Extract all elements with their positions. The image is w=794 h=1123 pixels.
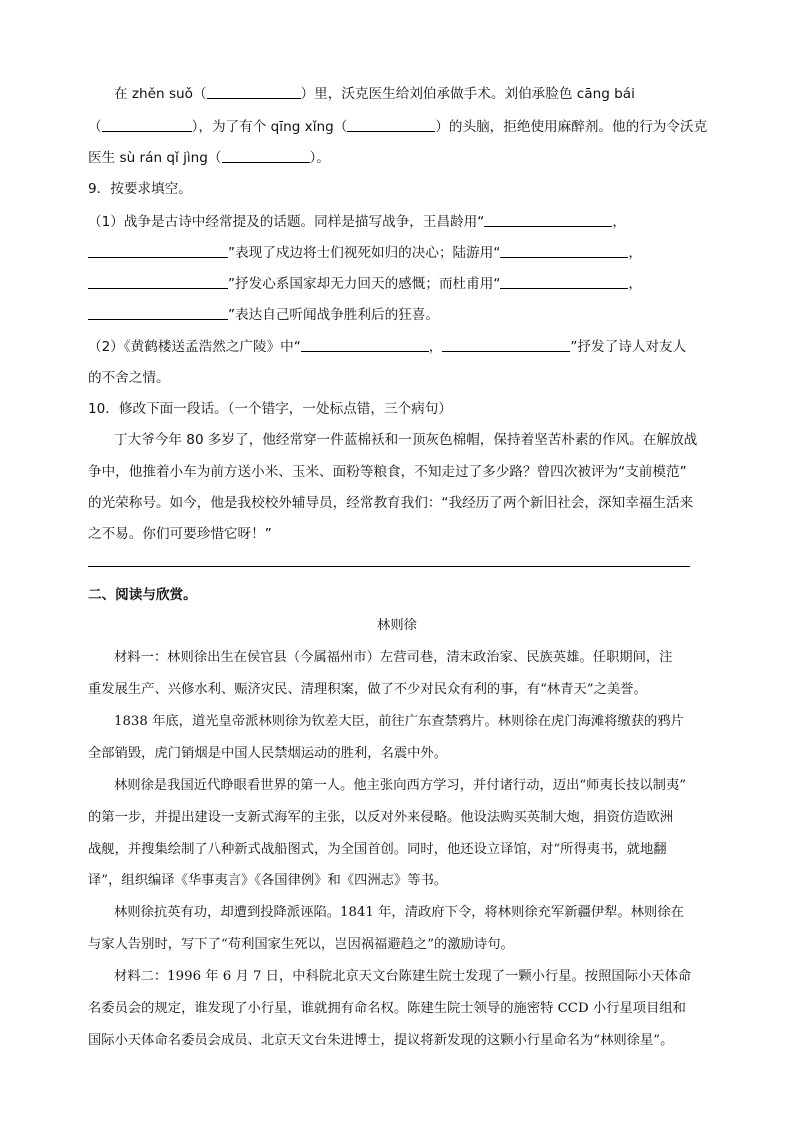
passage-line-5: 林则徐是我国近代睁眼看世界的第一人。他主张向西方学习，并付诸行动，迈出“师夷长技以制夷” <box>114 778 687 793</box>
q10-line-2: 争中，他推着小车为前方送小米、玉米、面粉等粮食，不知走过了多少路？曾四次被评为“支前模范” <box>88 464 687 480</box>
answer-blank-qingxing[interactable] <box>347 117 435 132</box>
q10-answer-line[interactable] <box>88 566 690 567</box>
q9-part1-line1: （1）战争是古诗中经常提及的话题。同样是描写战争，王昌龄用“ ， <box>88 214 626 230</box>
q9-heading: 9．按要求填空。 <box>88 181 192 197</box>
passage-line-7: 战舰，并搜集绘制了八种新式战船图式，为全国首创。同时，他还设立译馆，对“所得夷书，就地翻 <box>88 842 667 857</box>
answer-blank-dufu-2[interactable] <box>88 305 228 320</box>
answer-blank-luyou-2[interactable] <box>88 274 228 289</box>
passage-line-3: 1838 年底，道光皇帝派林则徐为钦差大臣，前往广东查禁鸦片。林则徐在虎门海滩将缴获的鸦片 <box>114 714 684 729</box>
q8-line-3: 医生 sù rán qǐ jìng（ ）。 <box>88 150 330 166</box>
answer-blank-wangchangling-1[interactable] <box>484 212 612 227</box>
q9-part1-line3: ”抒发心系国家却无力回天的感慨；而杜甫用“ ， <box>88 272 642 292</box>
q10-line-1: 丁大爷今年 80 多岁了，他经常穿一件蓝棉袄和一顶灰色棉帽，保持着坚苦朴素的作风。在解放战 <box>114 432 698 448</box>
passage-line-4: 全部销毁，虎门销烟是中国人民禁烟运动的胜利，名震中外。 <box>88 746 448 761</box>
q9-part1-line4: ”表达自己听闻战争胜利后的狂喜。 <box>88 303 439 323</box>
answer-blank-cangbai[interactable] <box>102 117 192 132</box>
answer-blank-wangchangling-2[interactable] <box>88 243 228 258</box>
passage-line-2: 重发展生产、兴修水利、赈济灾民、清理积案，做了不少对民众有利的事，有“林青天”之美誉。 <box>88 682 647 697</box>
answer-blank-huanghelou-2[interactable] <box>442 337 570 352</box>
passage-line-10: 与家人告别时，写下了“苟利国家生死以，岂因祸福避趋之”的激励诗句。 <box>88 937 514 952</box>
passage-title: 林则徐 <box>377 618 417 633</box>
q8-line-1: 在 zhěn suǒ（ ）里，沃克医生给刘伯承做手术。刘伯承脸色 cāng bái <box>114 86 635 102</box>
q9-part2-line2: 的不舍之情。 <box>88 370 170 386</box>
q10-line-4: 之不易。你们可要珍惜它呀！” <box>88 526 272 542</box>
answer-blank-zhensuo[interactable] <box>207 84 301 99</box>
passage-line-9: 林则徐抗英有功，却遭到投降派诬陷。1841 年，清政府下令，将林则徐充军新疆伊犁。林则徐在 <box>114 905 684 920</box>
section2-heading: 二、阅读与欣赏。 <box>88 587 197 603</box>
passage-line-11: 材料二：1996 年 6 月 7 日，中科院北京天文台陈建生院士发现了一颗小行星。按照国际小天体命 <box>114 969 692 984</box>
passage-line-8: 译”，组织编译《华事夷言》《各国律例》和《四洲志》等书。 <box>88 873 448 888</box>
answer-blank-suranqijing[interactable] <box>222 148 310 163</box>
answer-blank-dufu-1[interactable] <box>500 274 628 289</box>
passage-line-1: 材料一：林则徐出生在侯官县（今属福州市）左营司巷，清末政治家、民族英雄。任职期间，注 <box>114 650 673 665</box>
q10-line-3: 的光荣称号。如今，他是我校校外辅导员，经常教育我们：“我经历了两个新旧社会，深知幸福生活来 <box>88 495 694 511</box>
passage-line-6: 的第一步，并提出建设一支新式海军的主张，以反对外来侵略。他设法购买英制大炮，捐资仿造欧洲 <box>88 810 674 825</box>
passage-line-13: 国际小天体命名委员会成员、北京天文台朱进博士，提议将新发现的这颗小行星命名为“林则徐星”。 <box>88 1033 674 1048</box>
q9-part2-line1: （2）《黄鹤楼送孟浩然之广陵》中“ ， ”抒发了诗人对友人 <box>88 339 687 355</box>
q8-line-2: （ ），为了有个 qīng xǐng（ ）的头脑，拒绝使用麻醉剂。他的行为令沃克 <box>88 119 708 135</box>
answer-blank-huanghelou-1[interactable] <box>301 337 429 352</box>
answer-blank-luyou-1[interactable] <box>500 243 628 258</box>
passage-line-12: 名委员会的规定，谁发现了小行星，谁就拥有命名权。陈建生院士领导的施密特 CCD 小行星项目组和 <box>88 1001 686 1016</box>
q9-part1-line2: ”表现了戍边将士们视死如归的决心；陆游用“ ， <box>88 241 642 261</box>
q10-heading: 10．修改下面一段话。（一个错字，一处标点错，三个病句） <box>88 401 452 417</box>
